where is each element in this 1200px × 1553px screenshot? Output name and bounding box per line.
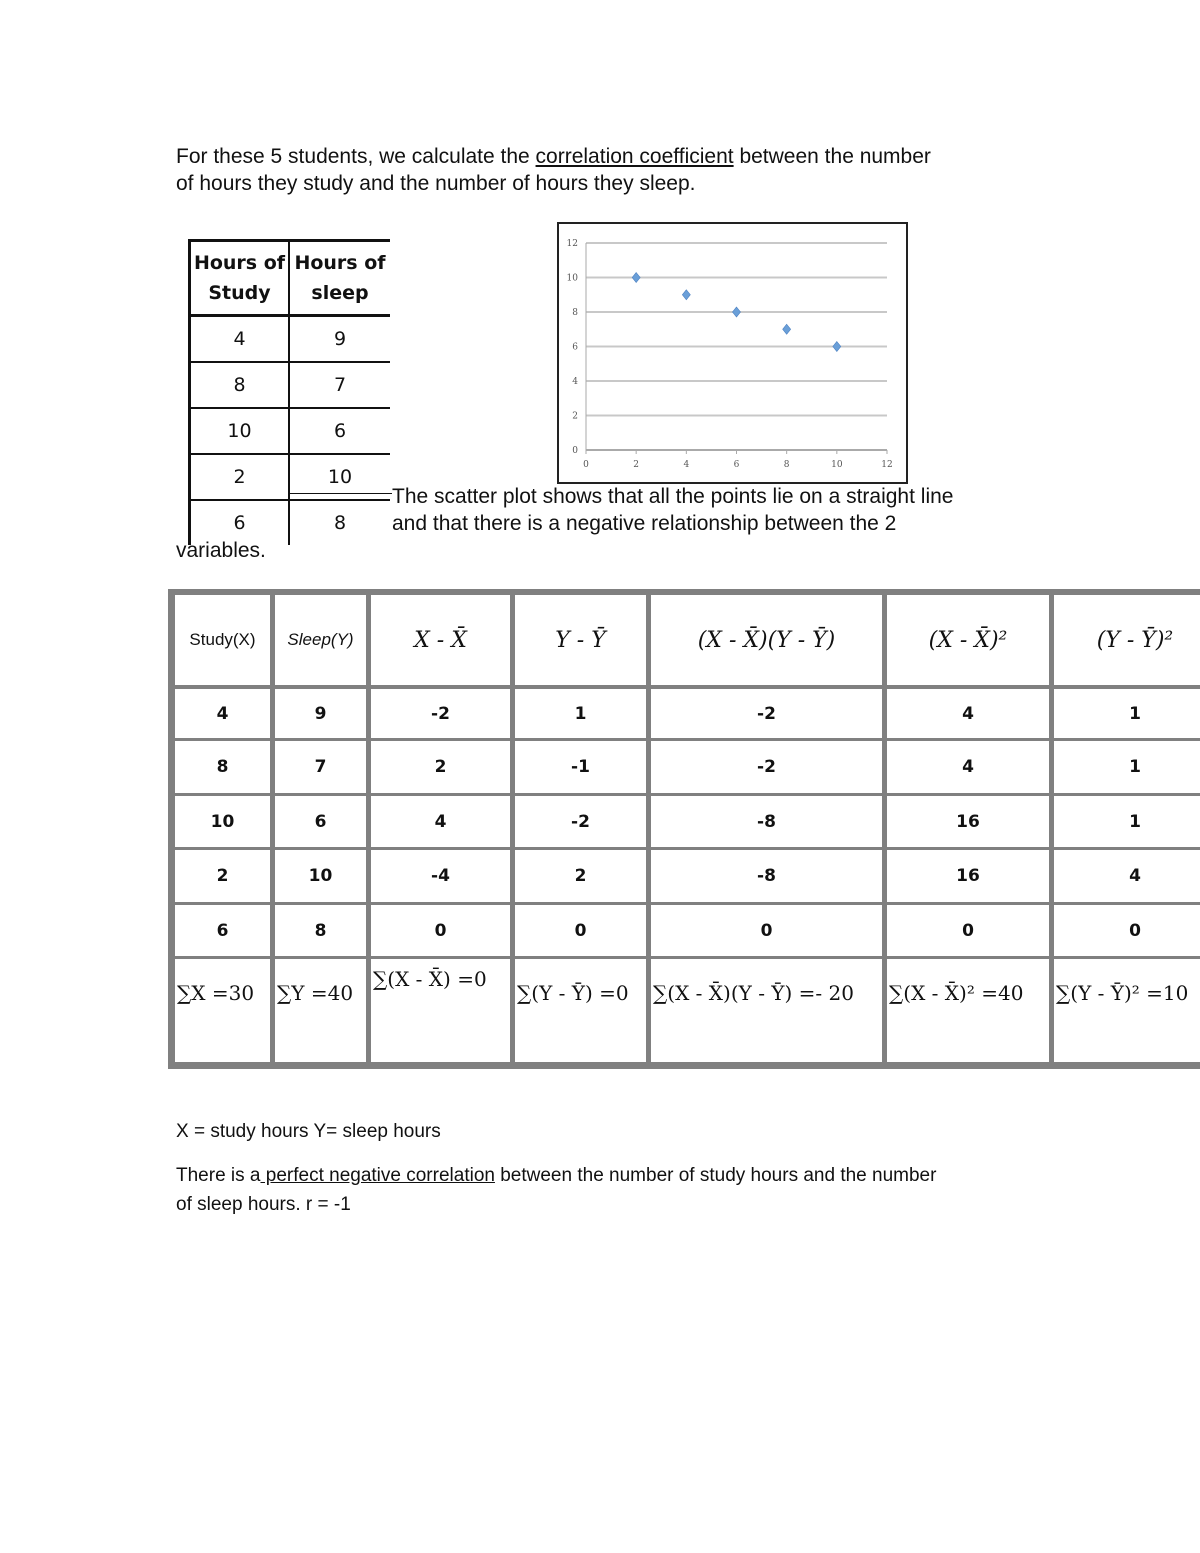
hours-table-row xyxy=(190,362,391,408)
calc-cell: 1 xyxy=(1054,796,1200,847)
x-tick-label: 6 xyxy=(733,460,740,470)
hours-table-cell: 10 xyxy=(190,408,290,454)
x-tick-label: 10 xyxy=(831,460,843,470)
calc-sum-cell: ∑(X - X̄)² =40 xyxy=(887,959,1049,1062)
table-connector-line xyxy=(288,493,392,494)
y-tick-label: 0 xyxy=(572,446,578,456)
scatter-point xyxy=(833,342,841,352)
calc-cell: 1 xyxy=(1054,689,1200,738)
y-tick-label: 8 xyxy=(572,308,578,318)
variable-definition: X = study hours Y= sleep hours xyxy=(176,1121,441,1142)
correlation-coefficient-link: correlation coefficient xyxy=(535,145,734,168)
calc-sum-cell: ∑Y =40 xyxy=(275,959,366,1062)
x-tick-label: 8 xyxy=(783,460,790,470)
calc-cell: 1 xyxy=(1054,741,1200,793)
conclusion-paragraph xyxy=(176,1161,936,1219)
hours-table-header-cell xyxy=(289,241,390,316)
calc-cell: 8 xyxy=(175,741,270,793)
calc-cell: 9 xyxy=(275,689,366,738)
calculation-table xyxy=(168,589,1200,1069)
calc-cell: 16 xyxy=(887,796,1049,847)
header-line: Study xyxy=(208,282,271,304)
calc-cell: 4 xyxy=(1054,850,1200,902)
calc-cell: -1 xyxy=(515,741,646,793)
hours-table xyxy=(188,239,390,545)
calc-cell: 4 xyxy=(371,796,510,847)
header-line: Hours of xyxy=(193,252,286,274)
conclusion-line-2: of sleep hours. r = -1 xyxy=(176,1194,351,1215)
x-tick-label: 12 xyxy=(881,460,893,470)
scatter-plot-svg xyxy=(559,224,906,482)
calc-cell: -2 xyxy=(515,796,646,847)
scatter-note-line-1: The scatter plot shows that all the points lie on a straight line xyxy=(392,485,954,508)
y-tick-label: 12 xyxy=(566,239,578,249)
x-tick-label: 2 xyxy=(633,460,640,470)
calc-sum-cell: ∑(Y - Ȳ) =0 xyxy=(515,959,646,1062)
hours-table-row xyxy=(190,408,391,454)
calc-cell: -2 xyxy=(371,689,510,738)
intro-line-1: For these 5 students, we calculate the correlation coefficient between the number xyxy=(176,145,931,168)
calc-cell: 2 xyxy=(175,850,270,902)
conclusion-line-1: There is a perfect negative correlation between the number of study hours and the number xyxy=(176,1165,937,1186)
x-tick-label: 0 xyxy=(583,460,589,470)
calc-cell: -8 xyxy=(651,850,882,902)
calc-cell: 8 xyxy=(275,905,366,956)
calc-sum-cell: ∑X =30 xyxy=(175,959,270,1062)
calc-cell: 0 xyxy=(651,905,882,956)
hours-table-cell: 8 xyxy=(190,362,290,408)
perfect-negative-correlation-link: perfect negative correlation xyxy=(260,1165,495,1186)
hours-table-cell: 8 xyxy=(333,512,347,534)
calc-cell: 0 xyxy=(515,905,646,956)
hours-table-header-row xyxy=(190,241,391,316)
intro-line-2: of hours they study and the number of hours they sleep. xyxy=(176,172,696,195)
calc-cell: 10 xyxy=(175,796,270,847)
calc-cell: 4 xyxy=(887,741,1049,793)
hours-table-cell: 2 xyxy=(190,454,290,500)
hours-table-cell: 9 xyxy=(289,316,390,363)
scatter-note xyxy=(392,483,953,537)
y-tick-label: 2 xyxy=(572,411,578,422)
intro-paragraph xyxy=(176,143,931,197)
y-tick-label: 10 xyxy=(566,273,578,284)
calc-cell: -8 xyxy=(651,796,882,847)
calc-cell: 7 xyxy=(275,741,366,793)
calc-cell: 4 xyxy=(887,689,1049,738)
calc-cell: 4 xyxy=(175,689,270,738)
hours-table-cell: 4 xyxy=(190,316,290,363)
calc-cell: 6 xyxy=(275,796,366,847)
calc-cell: -2 xyxy=(651,689,882,738)
calc-cell: 2 xyxy=(515,850,646,902)
scatter-point xyxy=(783,324,791,334)
calc-header-cell: Study(X) xyxy=(175,595,270,685)
calc-header-cell: (Y - Ȳ)² xyxy=(1054,595,1200,685)
calc-cell: 6 xyxy=(175,905,270,956)
calc-cell: -2 xyxy=(651,741,882,793)
scatter-note-line-2: and that there is a negative relationship between the 2 xyxy=(392,512,897,535)
calc-header-cell: X - X̄ xyxy=(371,595,510,685)
header-line: sleep xyxy=(311,282,369,304)
x-tick-label: 4 xyxy=(683,460,690,470)
header-line: Hours of xyxy=(294,252,386,274)
scatter-point xyxy=(733,307,741,317)
hours-table-header-cell xyxy=(190,241,290,316)
calc-header-cell: (X - X̄)(Y - Ȳ) xyxy=(651,595,882,685)
calc-cell: 1 xyxy=(515,689,646,738)
y-tick-label: 4 xyxy=(572,377,578,387)
hours-table-row xyxy=(190,316,391,363)
hours-table-cell: 6 xyxy=(289,408,390,454)
hours-table-cell: 7 xyxy=(289,362,390,408)
calc-cell: -4 xyxy=(371,850,510,902)
calc-header-cell: Sleep(Y) xyxy=(275,595,366,685)
calc-cell: 0 xyxy=(887,905,1049,956)
calc-header-cell: Y - Ȳ xyxy=(515,595,646,685)
calc-sum-cell: ∑(Y - Ȳ)² =10 xyxy=(1054,959,1200,1062)
calc-cell: 16 xyxy=(887,850,1049,902)
scatter-note-line-3: variables. xyxy=(176,539,266,562)
calc-header-cell: (X - X̄)² xyxy=(887,595,1049,685)
scatter-point xyxy=(682,290,690,300)
calc-sum-cell: ∑(X - X̄)(Y - Ȳ) =- 20 xyxy=(651,959,882,1062)
y-tick-label: 6 xyxy=(572,342,578,353)
calc-sum-cell: ∑(X - X̄) =0 xyxy=(371,959,510,1062)
calc-cell: 0 xyxy=(371,905,510,956)
hours-table-cell: 10 xyxy=(289,454,390,500)
scatter-plot xyxy=(557,222,908,484)
calc-cell: 10 xyxy=(275,850,366,902)
calc-cell: 0 xyxy=(1054,905,1200,956)
hours-table-cell: 6 xyxy=(190,500,290,545)
scatter-point xyxy=(632,273,640,283)
calc-cell: 2 xyxy=(371,741,510,793)
